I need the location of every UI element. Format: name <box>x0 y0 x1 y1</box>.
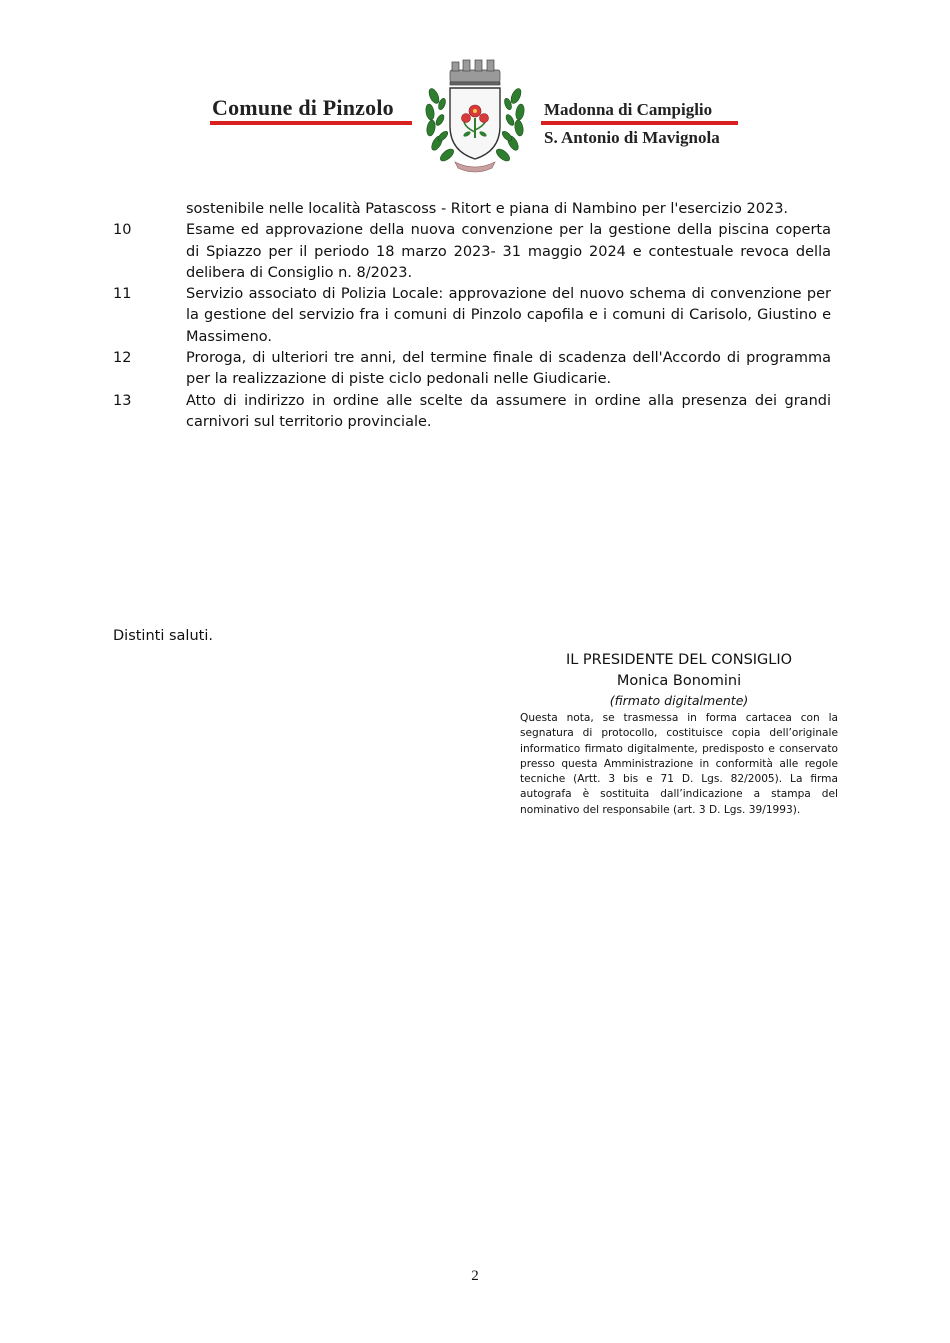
agenda-item-text: Proroga, di ulteriori tre anni, del termine finale di scadenza dell'Accordo di programma per la realizzazione di piste ciclo pedonali nelle Giudicarie. <box>186 350 831 388</box>
agenda-item-number: 11 <box>113 286 132 303</box>
agenda-item-number: 13 <box>113 392 132 409</box>
legal-disclaimer: Questa nota, se trasmessa in forma cartacea con la segnatura di protocollo, costituisce copia dell’originale informatico firmato digitalmente, predisposto e conservato presso questa Amministrazione in conformità alle regole tecniche (Artt. 3 bis e 71 D. Lgs. 82/2005). La firma autografa è sostituita dall’indicazione a stampa del nominativo del responsabile (art. 3 D. Lgs. 39/1993). <box>520 712 838 816</box>
agenda-item-number <box>113 199 186 220</box>
page-number: 2 <box>471 1268 479 1284</box>
agenda-item <box>113 284 833 348</box>
header-right <box>544 100 712 120</box>
agenda-item <box>113 348 833 391</box>
agenda-list <box>113 199 833 433</box>
agenda-item <box>113 220 833 284</box>
signature-block <box>520 650 838 818</box>
agenda-item-number: 10 <box>113 222 132 239</box>
locality-2: S. Antonio di Mavignola <box>544 128 720 147</box>
agenda-item <box>113 391 833 434</box>
header-left <box>212 95 412 121</box>
agenda-item <box>113 199 833 220</box>
locality-1: Madonna di Campiglio <box>544 100 713 119</box>
agenda-item-text: Atto di indirizzo in ordine alle scelte da assumere in ordine alla presenza dei grandi carnivori sul territorio provinciale. <box>186 392 831 430</box>
municipality-name: Comune di Pinzolo <box>212 95 394 120</box>
agenda-item-text: Esame ed approvazione della nuova convenzione per la gestione della piscina coperta di Spiazzo per il periodo 18 marzo 2023- 31 maggio 2024 e contestuale revoca della delibera di Consiglio n. 8/2023. <box>186 222 831 281</box>
header-rule-left <box>210 121 412 125</box>
agenda-item-number: 12 <box>113 350 132 367</box>
agenda-item-text: Servizio associato di Polizia Locale: approvazione del nuovo schema di convenzione per la gestione del servizio fra i comuni di Pinzolo capofila e i comuni di Carisolo, Giustino e Massimeno. <box>186 286 831 345</box>
coat-of-arms-logo <box>420 56 530 178</box>
closing-text: Distinti saluti. <box>113 628 213 644</box>
agenda-item-text: sostenibile nelle località Patascoss - Ritort e piana di Nambino per l'esercizio 2023. <box>186 201 789 217</box>
header-rule-right <box>541 121 738 125</box>
signer-role: IL PRESIDENTE DEL CONSIGLIO <box>565 652 793 668</box>
digital-signature-note: (firmato digitalmente) <box>609 693 749 708</box>
signer-name: Monica Bonomini <box>616 673 742 689</box>
